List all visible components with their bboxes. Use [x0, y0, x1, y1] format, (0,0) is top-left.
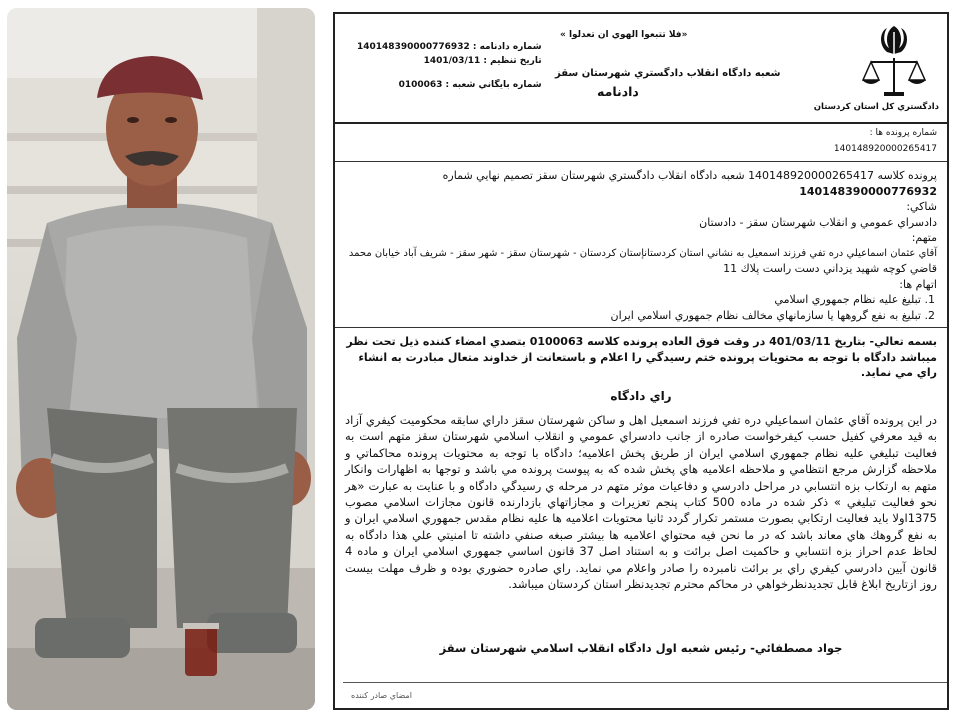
defendant-label: متهم:: [911, 231, 937, 244]
charge-item: 2. تبليغ به نفع گروهها يا سازمانهاي مخالف نظام جمهوري اسلامي ايران: [345, 308, 921, 324]
document-footer: [343, 682, 947, 707]
plaintiff: دادسراي عمومي و انقلاب شهرستان سقز - دادستان: [699, 215, 937, 229]
charges-label: اتهام ها:: [899, 277, 937, 291]
court-emblem: [813, 22, 939, 112]
charge-item: 1. تبليغ عليه نظام جمهوري اسلامي: [345, 292, 921, 308]
intro-paragraph: بسمه تعالي- بتاريخ 401/03/11 در وقت فوق العاده پرونده كلاسه 0100063 بتصدي امضاء كننده ذيل تحت نظر ميباشد دادگاه با توجه به محتويات پرونده ختم رسيدگي را اعلام و باستعانت از خداوند متعال مبادرت به انشاء راي مي نمايد.: [346, 335, 937, 379]
verdict-number: شماره دادنامه : 140148390000776932: [357, 42, 542, 52]
document-title: دادنامه: [597, 84, 639, 99]
defendant-address-line1: آقاي عثمان اسماعيلي دره تفي فرزند اسمعيل به نشاني استان كردستانإستان كردستان - شهرستان سقز - شهر سقز - شريف آباد خيابان محمد: [348, 247, 937, 259]
photo-man-on-stairs: [7, 8, 315, 710]
court-verdict-document: [333, 12, 949, 710]
decision-number: 140148390000776932: [799, 184, 937, 198]
verdict-heading: راي دادگاه: [610, 388, 672, 403]
archive-number: شماره بايگاني شعبه : 0100063: [398, 80, 542, 90]
case-line: پرونده كلاسه 140148920000265417 شعبه دادگاه انقلاب دادگستري شهرستان سقز تصميم نهايي شماره: [442, 169, 937, 182]
plaintiff-label: شاكي:: [906, 200, 937, 213]
document-header: [335, 14, 947, 124]
scales-of-justice-icon: [859, 22, 929, 102]
divider: [335, 327, 947, 328]
court-name: دادگستري كل استان كردستان: [813, 102, 939, 112]
case-file-number: 140148920000265417: [833, 143, 937, 154]
document-meta: [357, 40, 542, 92]
document-body: [345, 126, 937, 592]
court-branch: شعبه دادگاه انقلاب دادگستري شهرستان سقز: [555, 68, 781, 79]
header-verse: «فلا تتبعوا الهوي ان تعدلوا »: [560, 30, 688, 40]
divider: [335, 161, 947, 162]
defendant-address-line2: قاضي كوچه شهيد يزداني دست راست پلاك 11: [723, 262, 937, 275]
charges-list: [345, 292, 937, 323]
footer-note: امضاي صادر كننده: [351, 691, 412, 700]
case-file-label: شماره پرونده ها :: [869, 128, 937, 138]
issue-date: تاريخ تنظيم : 1401/03/11: [423, 56, 542, 66]
judge-signature: جواد مصطفائي- رئيس شعبه اول دادگاه انقلاب اسلامي شهرستان سقز: [439, 641, 843, 655]
ruling-paragraph: در اين پرونده آقاي عثمان اسماعيلي دره تفي فرزند اسمعيل اهل و ساكن شهرستان سقز داراي سابقه محكوميت كيفري آزاد به قيد معرفي كفيل حسب كيفرخواست صادره از جانب دادسراي عمومي و انقلاب اسلامي شهرستان سقز متهم است به فعاليت تبليغي عليه نظام جمهوري اسلامي ايران از طريق پخش اعلاميه؛ دادگاه با توجه به محتويات پرونده محاكماتي و ملاحظه گزارش مرجع انتظامي و ملاحظه اعلاميه هاي پخش شده كه به پيوست پرونده مي باشد و توجها به اظهارات وانكار متهم به ارتكاب بزه انتسابي در مراحل دادرسي و دفاعيات موثر متهم در مرحله ي رسيدگي دادگاه و با عنايت به عبارت «هر نحو فعاليت تبليغي » ذكر شده در ماده 500 كتاب پنجم تعزيرات و مجازاتهاي بازدارنده قانون مجازات اسلامي مصوب 1375اولا بايد فعاليت ارتكابي بصورت مستمر تكرار گردد ثانيا محتويات اعلاميه ها عليه نظام مقدس جمهوري اسلامي ايران و به نفع گروهك هاي معاند باشد كه در ما نحن فيه محتواي اعلاميه ها بيشتر صبغه صنفي داشته تا امنيتي علي هذا دادگاه به لحاظ عدم احراز بزه انتسابي و حاكميت اصل برائت و به استناد اصل 37 قانون اساسي جمهوري اسلامي ايران و ماده 4 قانون آيين دادرسي كيفري راي بر برائت نامبرده را صادر واعلام مي نمايد. راي صادره حضوري بوده و ظرف مهلت بيست روز ازتاريخ ابلاغ قابل تجديدنظرخواهي در محاكم محترم تجديدنظر استان كردستان ميباشد.: [345, 413, 938, 592]
photo-illustration: [7, 8, 315, 710]
